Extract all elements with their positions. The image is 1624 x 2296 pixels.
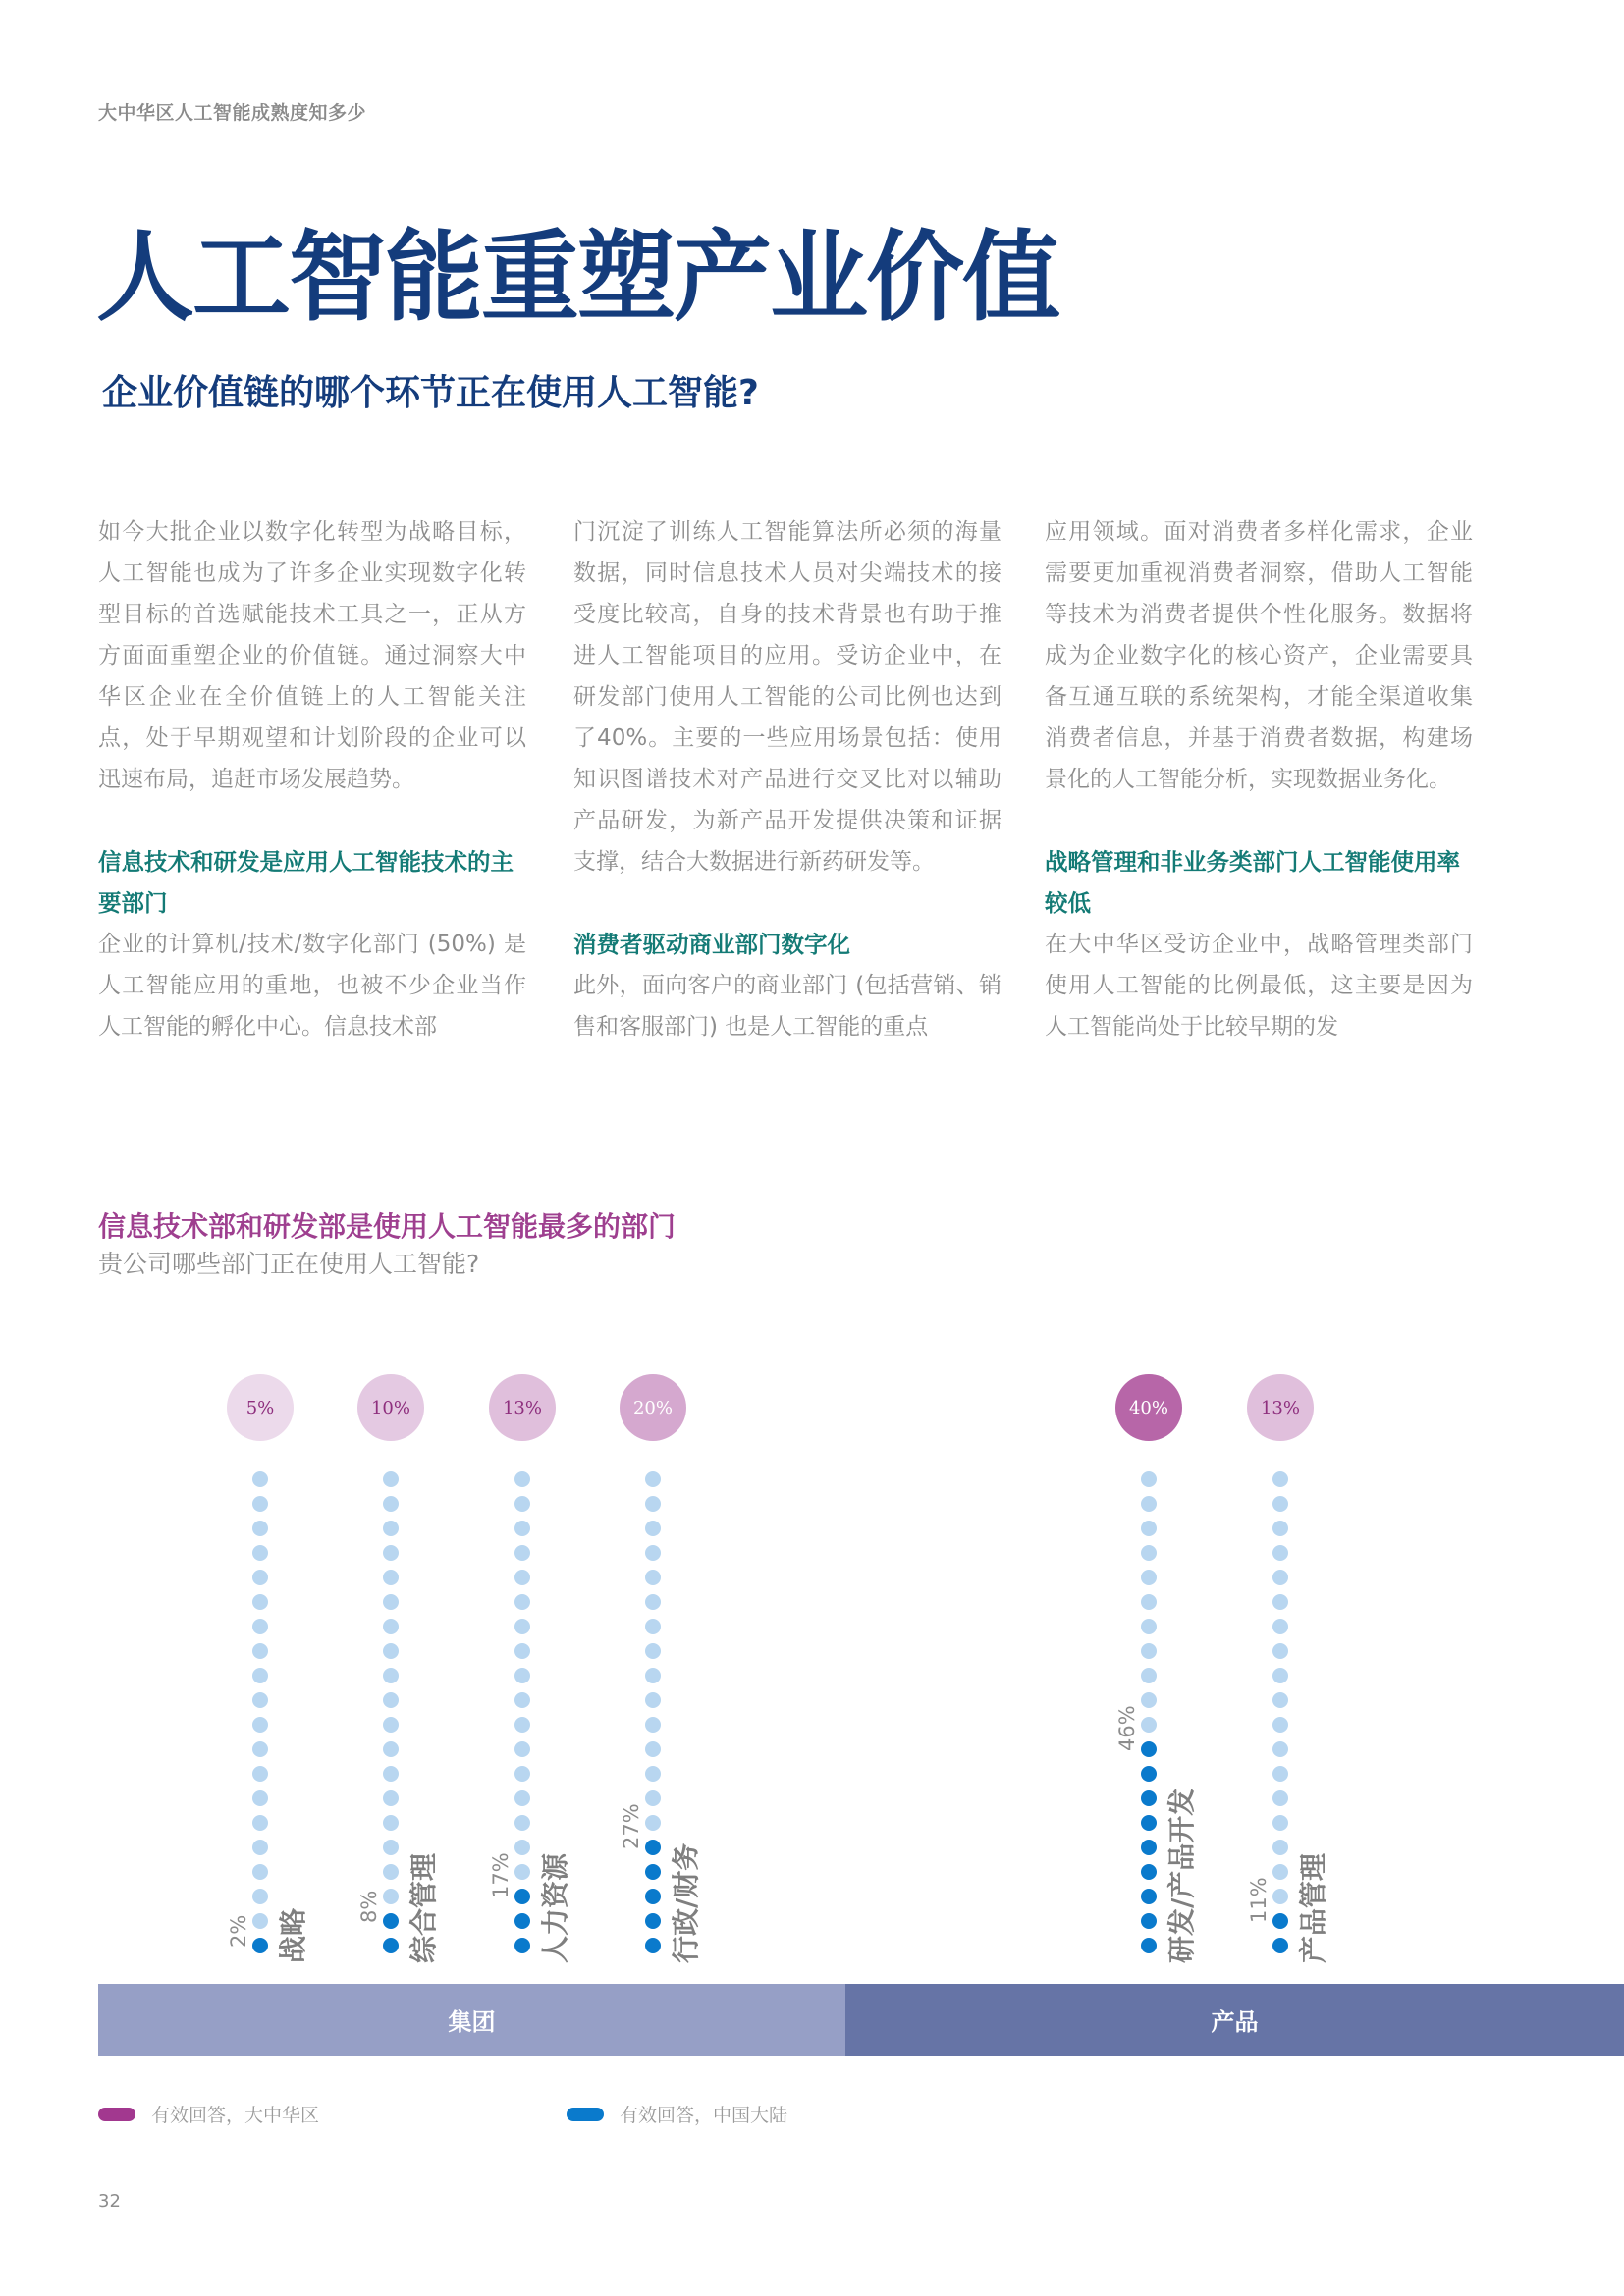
- dot-icon: [1141, 1521, 1157, 1536]
- dot-icon: [514, 1496, 530, 1512]
- dot-icon: [1272, 1521, 1288, 1536]
- group-bar-group: [98, 1984, 845, 2056]
- dot-icon: [1272, 1741, 1288, 1757]
- dot-icon: [252, 1643, 268, 1659]
- category-label: 人力资源: [539, 1852, 571, 1963]
- dot-icon: [252, 1496, 268, 1512]
- dot-icon: [1272, 1496, 1288, 1512]
- dot-stack: [514, 1471, 530, 1962]
- dot-icon: [645, 1471, 661, 1487]
- text-column-2: [573, 511, 1001, 1047]
- dot-icon: [383, 1471, 399, 1487]
- chart-column: [483, 1374, 571, 1963]
- dot-icon: [252, 1815, 268, 1831]
- dot-icon: [383, 1521, 399, 1536]
- category-label: 战略: [277, 1907, 309, 1963]
- chart-column: [352, 1374, 440, 1963]
- dot-icon: [514, 1619, 530, 1634]
- chart-column: [614, 1374, 702, 1963]
- greater-china-bubble: 20%: [620, 1374, 686, 1441]
- dot-icon: [1272, 1471, 1288, 1487]
- dot-icon: [645, 1521, 661, 1536]
- dot-stack: [383, 1471, 399, 1962]
- section-heading: 信息技术和研发是应用人工智能技术的主要部门: [98, 848, 514, 917]
- chart-title: 信息技术部和研发部是使用人工智能最多的部门: [98, 1210, 677, 1243]
- dot-icon: [645, 1938, 661, 1953]
- text-column-1: [98, 511, 526, 1047]
- dot-icon: [1141, 1717, 1157, 1733]
- dot-icon: [383, 1840, 399, 1855]
- dot-icon: [1141, 1619, 1157, 1634]
- dot-icon: [252, 1717, 268, 1733]
- section-heading: 战略管理和非业务类部门人工智能使用率较低: [1045, 848, 1460, 917]
- dot-stack: [1272, 1471, 1288, 1962]
- dot-icon: [252, 1668, 268, 1683]
- dot-icon: [1272, 1545, 1288, 1561]
- legend-item-greater-china: [98, 2101, 319, 2127]
- dot-icon: [645, 1913, 661, 1929]
- dot-icon: [252, 1938, 268, 1953]
- dot-icon: [252, 1913, 268, 1929]
- dot-icon: [383, 1717, 399, 1733]
- mainland-china-value: 2%: [227, 1914, 250, 1948]
- page-title: 人工智能重塑产业价值: [96, 220, 1058, 335]
- dot-icon: [1272, 1766, 1288, 1782]
- dot-icon: [252, 1790, 268, 1806]
- category-label: 行政/财务: [670, 1842, 702, 1963]
- category-label: 综合管理: [407, 1852, 440, 1963]
- dot-icon: [1272, 1619, 1288, 1634]
- dot-icon: [645, 1790, 661, 1806]
- mainland-china-value: 27%: [620, 1803, 643, 1849]
- dot-icon: [514, 1815, 530, 1831]
- dot-icon: [383, 1496, 399, 1512]
- dot-icon: [383, 1766, 399, 1782]
- dot-icon: [514, 1889, 530, 1904]
- dot-icon: [1272, 1889, 1288, 1904]
- dot-icon: [1141, 1913, 1157, 1929]
- category-label: 产品管理: [1297, 1852, 1329, 1963]
- chart-column: [221, 1374, 309, 1963]
- text-column-3: [1045, 511, 1473, 1047]
- dot-icon: [383, 1570, 399, 1585]
- legend-item-mainland-china: [567, 2101, 787, 2127]
- dot-icon: [1141, 1741, 1157, 1757]
- dot-icon: [383, 1790, 399, 1806]
- dot-icon: [514, 1545, 530, 1561]
- dot-icon: [645, 1889, 661, 1904]
- dot-icon: [383, 1545, 399, 1561]
- dot-icon: [1272, 1938, 1288, 1953]
- dot-stack: [252, 1471, 268, 1962]
- running-head: 大中华区人工智能成熟度知多少: [98, 102, 367, 124]
- dot-icon: [645, 1496, 661, 1512]
- dot-icon: [514, 1864, 530, 1880]
- dot-icon: [1141, 1840, 1157, 1855]
- section-heading: 消费者驱动商业部门数字化: [573, 931, 850, 958]
- dot-icon: [1272, 1668, 1288, 1683]
- dot-icon: [252, 1545, 268, 1561]
- dot-icon: [383, 1913, 399, 1929]
- dot-icon: [1141, 1692, 1157, 1708]
- greater-china-bubble: 5%: [227, 1374, 294, 1441]
- group-label: 集团: [448, 2008, 496, 2036]
- category-label: 研发/产品开发: [1165, 1788, 1198, 1963]
- group-bar-product: [845, 1984, 1624, 2056]
- dot-icon: [645, 1594, 661, 1610]
- dot-icon: [514, 1913, 530, 1929]
- dot-icon: [383, 1692, 399, 1708]
- mainland-china-value: 46%: [1115, 1705, 1139, 1751]
- dot-icon: [1141, 1938, 1157, 1953]
- dot-icon: [645, 1545, 661, 1561]
- page-subtitle: 企业价值链的哪个环节正在使用人工智能?: [102, 373, 759, 413]
- dot-icon: [514, 1594, 530, 1610]
- paragraph: 企业的计算机/技术/数字化部门 (50%) 是人工智能应用的重地，也被不少企业当作人工智能的孵化中心。信息技术部: [98, 932, 526, 1040]
- dot-icon: [645, 1840, 661, 1855]
- dot-icon: [383, 1864, 399, 1880]
- dot-icon: [1141, 1889, 1157, 1904]
- dot-icon: [1272, 1717, 1288, 1733]
- legend-swatch-icon: [567, 2108, 604, 2121]
- dot-icon: [252, 1766, 268, 1782]
- dot-icon: [645, 1741, 661, 1757]
- dot-icon: [1141, 1570, 1157, 1585]
- dot-icon: [383, 1889, 399, 1904]
- dot-icon: [252, 1471, 268, 1487]
- greater-china-bubble: 13%: [489, 1374, 556, 1441]
- dot-icon: [383, 1619, 399, 1634]
- dot-icon: [514, 1643, 530, 1659]
- dot-icon: [1141, 1545, 1157, 1561]
- dot-icon: [252, 1889, 268, 1904]
- dot-stack: [645, 1471, 661, 1962]
- chart-column: [1241, 1374, 1329, 1963]
- dot-icon: [645, 1815, 661, 1831]
- dot-icon: [383, 1938, 399, 1953]
- paragraph: 在大中华区受访企业中，战略管理类部门使用人工智能的比例最低，这主要是因为人工智能尚处于比较早期的发: [1045, 932, 1473, 1040]
- dot-icon: [514, 1741, 530, 1757]
- dot-icon: [1141, 1471, 1157, 1487]
- chart-question: 贵公司哪些部门正在使用人工智能?: [98, 1250, 480, 1278]
- dot-icon: [383, 1594, 399, 1610]
- dot-icon: [1272, 1692, 1288, 1708]
- dot-icon: [1272, 1790, 1288, 1806]
- dot-icon: [1272, 1840, 1288, 1855]
- dot-icon: [252, 1864, 268, 1880]
- paragraph: 应用领域。面对消费者多样化需求，企业需要更加重视消费者洞察，借助人工智能等技术为消费者提供个性化服务。数据将成为企业数字化的核心资产，企业需要具备互通互联的系统架构，才能全渠道收集消费者信息，并基于消费者数据，构建场景化的人工智能分析，实现数据业务化。: [1045, 519, 1473, 792]
- dot-icon: [514, 1471, 530, 1487]
- dot-icon: [252, 1570, 268, 1585]
- dot-icon: [645, 1570, 661, 1585]
- dot-icon: [1272, 1570, 1288, 1585]
- dot-icon: [252, 1840, 268, 1855]
- dot-icon: [252, 1692, 268, 1708]
- dot-icon: [1141, 1790, 1157, 1806]
- greater-china-bubble: 13%: [1247, 1374, 1314, 1441]
- dot-icon: [1141, 1496, 1157, 1512]
- dot-icon: [514, 1766, 530, 1782]
- mainland-china-value: 17%: [489, 1852, 513, 1898]
- dot-icon: [514, 1668, 530, 1683]
- page-number: 32: [98, 2191, 121, 2212]
- dot-icon: [645, 1643, 661, 1659]
- dot-icon: [514, 1570, 530, 1585]
- dot-icon: [514, 1840, 530, 1855]
- dot-icon: [1272, 1913, 1288, 1929]
- mainland-china-value: 11%: [1247, 1877, 1271, 1923]
- dot-icon: [1141, 1815, 1157, 1831]
- dot-icon: [1272, 1864, 1288, 1880]
- dot-icon: [514, 1938, 530, 1953]
- dot-icon: [514, 1790, 530, 1806]
- dot-icon: [1272, 1594, 1288, 1610]
- dot-icon: [1141, 1864, 1157, 1880]
- paragraph: 门沉淀了训练人工智能算法所必须的海量数据，同时信息技术人员对尖端技术的接受度比较高，自身的技术背景也有助于推进人工智能项目的应用。受访企业中，在研发部门使用人工智能的公司比例也达到了40%。主要的一些应用场景包括：使用知识图谱技术对产品进行交叉比对以辅助产品研发，为新产品开发提供决策和证据支撑，结合大数据进行新药研发等。: [573, 519, 1001, 875]
- greater-china-bubble: 40%: [1115, 1374, 1182, 1441]
- dot-icon: [1141, 1668, 1157, 1683]
- dot-icon: [383, 1741, 399, 1757]
- dot-icon: [645, 1717, 661, 1733]
- dot-icon: [645, 1766, 661, 1782]
- dot-icon: [1141, 1643, 1157, 1659]
- dot-icon: [645, 1668, 661, 1683]
- dot-icon: [514, 1692, 530, 1708]
- dot-icon: [1272, 1643, 1288, 1659]
- dot-icon: [645, 1692, 661, 1708]
- dot-icon: [252, 1741, 268, 1757]
- dot-icon: [383, 1643, 399, 1659]
- legend-label: 有效回答，中国大陆: [620, 2105, 788, 2126]
- legend-swatch-icon: [98, 2108, 135, 2121]
- mainland-china-value: 8%: [357, 1890, 381, 1923]
- greater-china-bubble: 10%: [357, 1374, 424, 1441]
- dot-icon: [1141, 1766, 1157, 1782]
- dot-icon: [252, 1521, 268, 1536]
- dot-icon: [514, 1717, 530, 1733]
- dot-icon: [383, 1815, 399, 1831]
- dot-stack: [1141, 1471, 1157, 1962]
- legend-label: 有效回答，大中华区: [151, 2105, 320, 2126]
- paragraph: 如今大批企业以数字化转型为战略目标，人工智能也成为了许多企业实现数字化转型目标的首选赋能技术工具之一，正从方方面面重塑企业的价值链。通过洞察大中华区企业在全价值链上的人工智能关注点，处于早期观望和计划阶段的企业可以迅速布局，追赶市场发展趋势。: [98, 519, 526, 792]
- dot-icon: [1272, 1815, 1288, 1831]
- chart-column: [1110, 1374, 1198, 1963]
- dot-icon: [1141, 1594, 1157, 1610]
- dot-icon: [645, 1864, 661, 1880]
- dot-icon: [252, 1619, 268, 1634]
- dot-icon: [645, 1619, 661, 1634]
- dot-icon: [514, 1521, 530, 1536]
- paragraph: 此外，面向客户的商业部门 (包括营销、销售和客服部门) 也是人工智能的重点: [573, 973, 1001, 1040]
- group-label: 产品: [1211, 2008, 1259, 2036]
- dot-icon: [252, 1594, 268, 1610]
- dot-icon: [383, 1668, 399, 1683]
